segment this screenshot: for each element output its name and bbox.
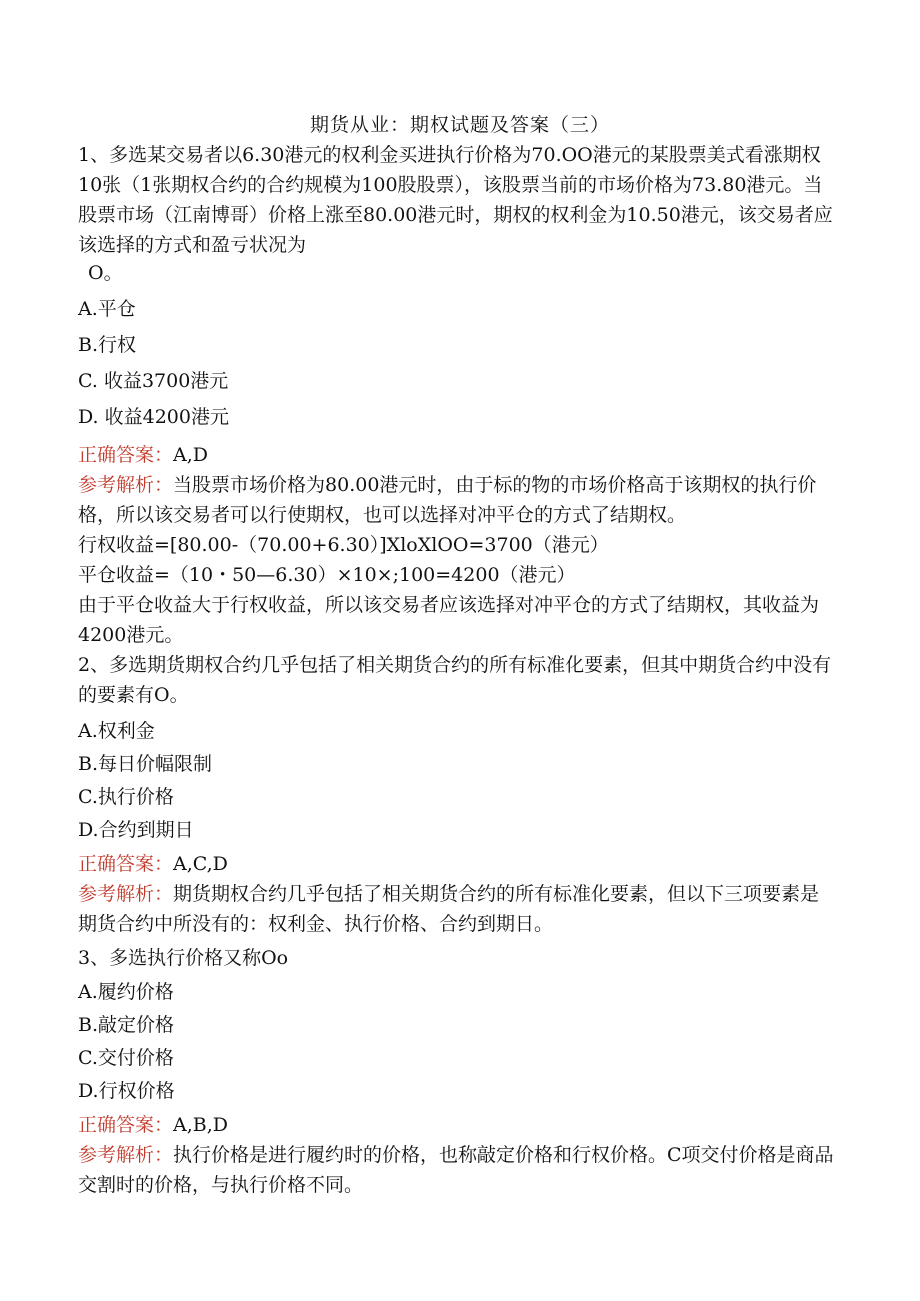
document-title: 期货从业：期权试题及答案（三） [309,114,610,136]
question-3-option-a: A.履约价格 [78,981,174,1003]
analysis-label: 参考解析： [78,474,174,496]
question-1-conclusion: 由于平仓收益大于行权收益，所以该交易者应该选择对冲平仓的方式了结期权，其收益为4200港元。 [78,594,820,646]
analysis-text: 期货期权合约几乎包括了相关期货合约的所有标准化要素，但以下三项要素是期货合约中所没有的：权利金、执行价格、合约到期日。 [78,883,820,935]
question-1-option-a: A.平仓 [78,298,136,320]
question-3-option-b: B.敲定价格 [78,1014,175,1036]
question-3-option-c: C.交付价格 [78,1047,174,1069]
question-2-option-a: A.权利金 [78,720,155,742]
answer-value: A,C,D [173,853,228,875]
question-3-answer [78,1110,838,1140]
analysis-text: 当股票市场价格为80.00港元时，由于标的物的市场价格高于该期权的执行价格，所以该交易者可以行使期权，也可以选择对冲平仓的方式了结期权。 [78,474,817,526]
answer-label: 正确答案： [78,444,174,466]
question-1-calc-exercise: 行权收益=[80.00-（70.00+6.30）]XloXlOO=3700（港元） [78,534,609,556]
question-2-stem: 2、多选期货期权合约几乎包括了相关期货合约的所有标准化要素，但其中期货合约中没有的要素有O。 [78,654,832,706]
analysis-label: 参考解析： [78,883,174,905]
question-3-stem: 3、多选执行价格又称Oo [78,947,289,969]
question-1-option-d: D. 收益4200港元 [78,406,229,428]
analysis-text: 执行价格是进行履约时的价格，也称敲定价格和行权价格。C项交付价格是商品交割时的价格，与执行价格不同。 [78,1144,834,1196]
question-2-option-c: C.执行价格 [78,786,174,808]
question-3-option-d: D.行权价格 [78,1080,175,1102]
question-1-analysis [78,470,838,530]
document-body [78,140,838,1200]
question-2-option-b: B.每日价幅限制 [78,753,213,775]
answer-value: A,B,D [173,1114,229,1136]
answer-label: 正确答案： [78,853,174,875]
answer-value: A,D [173,444,209,466]
analysis-label: 参考解析： [78,1144,174,1166]
question-1-stem: 1、多选某交易者以6.30港元的权利金买进执行价格为70.OO港元的某股票美式看涨期权10张（1张期权合约的合约规模为100股股票），该股票当前的市场价格为73.80港元。当股票市场（江南博哥）价格上涨至80.00港元时，期权的权利金为10.50港元，该交易者应该选择的方式和盈亏状况为 [78,144,833,256]
question-1-calc-close: 平仓收益=（10・50—6.30）×10×;100=4200（港元） [78,564,576,586]
question-2-analysis [78,879,838,939]
question-2-answer [78,849,838,879]
question-1-stem-tail: O。 [88,262,123,284]
answer-label: 正确答案： [78,1114,174,1136]
question-1-option-b: B.行权 [78,334,137,356]
question-2-option-d: D.合约到期日 [78,819,194,841]
question-1-answer [78,440,838,470]
question-1-option-c: C. 收益3700港元 [78,370,229,392]
question-3-analysis [78,1140,838,1200]
